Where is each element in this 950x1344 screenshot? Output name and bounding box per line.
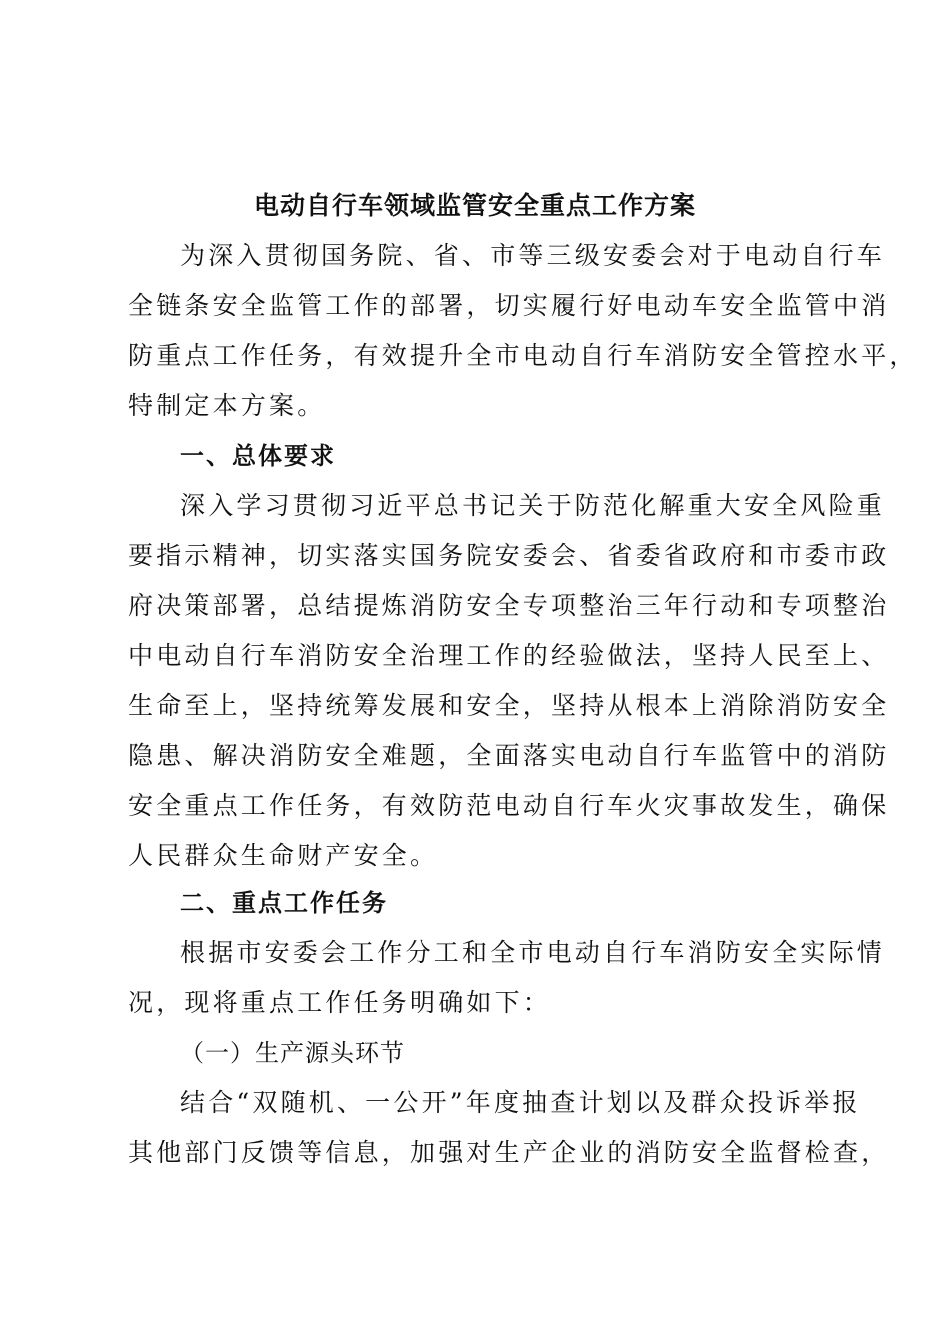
section-heading: 一、总体要求 — [180, 442, 336, 470]
intro-line: 防重点工作任务，有效提升全市电动自行车消防安全管控水平， — [128, 341, 918, 370]
subsection-heading: （一）生产源头环节 — [180, 1039, 405, 1067]
body-line: 结合“双随机、一公开”年度抽查计划以及群众投诉举报 — [180, 1088, 861, 1117]
body-line: 况，现将重点工作任务明确如下： — [128, 988, 552, 1017]
body-line: 人民群众生命财产安全。 — [128, 841, 439, 870]
intro-line: 全链条安全监管工作的部署，切实履行好电动车安全监管中消 — [128, 291, 890, 320]
body-line: 其他部门反馈等信息，加强对生产企业的消防安全监督检查， — [128, 1138, 890, 1167]
document-title: 电动自行车领域监管安全重点工作方案 — [253, 191, 696, 220]
intro-line: 为深入贯彻国务院、省、市等三级安委会对于电动自行车 — [180, 241, 886, 270]
body-line: 深入学习贯彻习近平总书记关于防范化解重大安全风险重 — [180, 491, 886, 520]
body-line: 生命至上，坚持统筹发展和安全，坚持从根本上消除消防安全 — [128, 691, 890, 720]
body-line: 安全重点工作任务，有效防范电动自行车火灾事故发生，确保 — [128, 791, 890, 820]
section-heading: 二、重点工作任务 — [180, 889, 388, 917]
body-line: 府决策部署，总结提炼消防安全专项整治三年行动和专项整治 — [128, 591, 890, 620]
body-line: 隐患、解决消防安全难题，全面落实电动自行车监管中的消防 — [128, 741, 890, 770]
intro-line: 特制定本方案。 — [128, 391, 326, 420]
body-line: 中电动自行车消防安全治理工作的经验做法，坚持人民至上、 — [128, 641, 890, 670]
body-line: 根据市安委会工作分工和全市电动自行车消防安全实际情 — [180, 938, 886, 967]
body-line: 要指示精神，切实落实国务院安委会、省委省政府和市委市政 — [128, 541, 890, 570]
